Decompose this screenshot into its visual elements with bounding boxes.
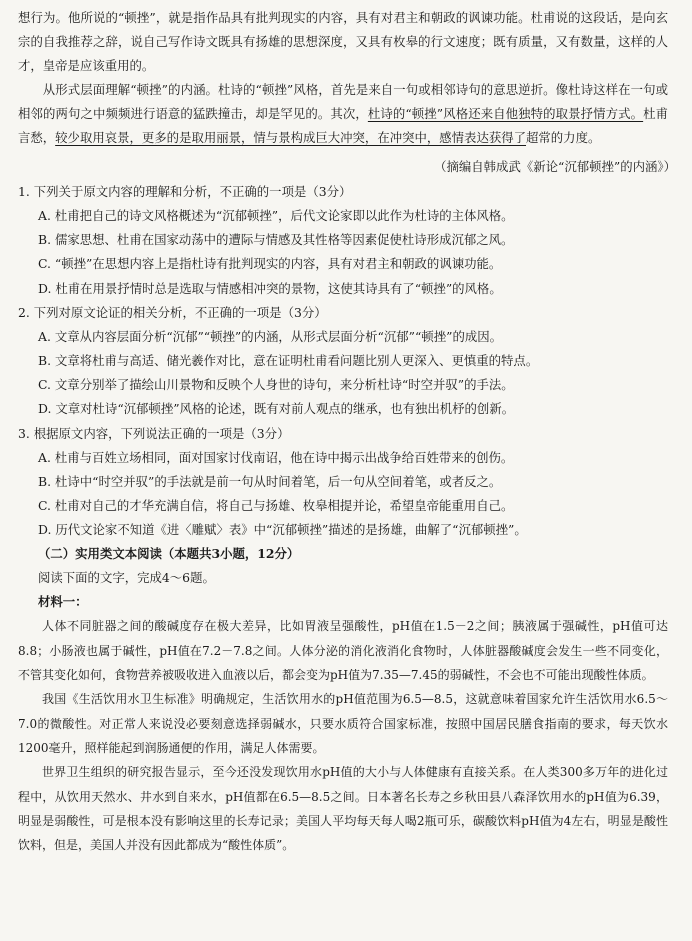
- material-paragraph-1: 人体不同脏器之间的酸碱度存在极大差异，比如胃液呈强酸性，pH值在1.5－2之间；胰液属于强碱性，pH值可达8.8；小肠液也属于碱性，pH值在7.2－7.8之间。人体分泌的消化液消化食物时，人体脏器酸碱度会发生一些不同变化，不管其变化如何，食物营养被吸收进入血液以后，都会变为pH值为7.35—7.45的弱碱性，不会也不可能出现酸性体质。: [18, 619, 668, 683]
- section-instruction: 阅读下面的文字，完成4～6题。: [38, 570, 215, 586]
- option-b: B. 杜诗中“时空并驭”的手法就是前一句从时间着笔，后一句从空间着笔，或者反之。: [38, 473, 502, 489]
- passage-paragraph-1: [18, 6, 668, 78]
- material-paragraph-3: 世界卫生组织的研究报告显示，至今还没发现饮用水pH值的大小与人体健康有直接关系。在人类300多万年的进化过程中，从饮用天然水、井水到自来水，pH值都在6.5—8.5之间。日本著名长寿之乡秋田县八森泽饮用水的pH值为6.39，明显是弱酸性，可是根本没有影响这里的长寿记录；美国人平均每天每人喝2瓶可乐，碳酸饮料pH值为4左右，明显是酸性饮料，但是，美国人并没有因此都成为“酸性体质”。: [18, 765, 668, 853]
- question-stem: 2. 下列对原文论证的相关分析，不正确的一项是（3分）: [18, 304, 327, 320]
- passage-text: 杜甫言愁，: [18, 106, 669, 145]
- option-d: D. 历代文论家不知道《进〈雕赋〉表》中“沉郁顿挫”描述的是扬雄，曲解了“沉郁顿挫”。: [38, 522, 527, 538]
- question-2: [18, 301, 668, 422]
- option-b: B. 文章将杜甫与高适、储光羲作对比，意在证明杜甫看问题比别人更深入、更慎重的特点。: [38, 353, 539, 369]
- passage-paragraph-2: [18, 78, 668, 150]
- question-3: [18, 422, 668, 543]
- underlined-text: 杜诗的“顿挫”风格还来自他独特的取景抒情方式。: [367, 106, 644, 121]
- option-a: A. 文章从内容层面分析“沉郁”“顿挫”的内涵，从形式层面分析“沉郁”“顿挫”的成因。: [38, 328, 503, 344]
- question-1: [18, 180, 668, 301]
- option-c: C. “顿挫”在思想内容上是指杜诗有批判现实的内容，具有对君主和朝政的讽谏功能。: [38, 256, 502, 272]
- option-a: A. 杜甫把自己的诗文风格概述为“沉郁顿挫”，后代文论家即以此作为杜诗的主体风格。: [38, 208, 514, 223]
- material-label: 材料一：: [38, 594, 88, 610]
- passage-text: 超常的力度。: [526, 130, 601, 145]
- underlined-text: 较少取用哀景，更多的是取用丽景，情与景构成巨大冲突，在冲突中，感情表达获得了: [55, 130, 527, 145]
- source-citation: （摘编自韩成武《新论“沉郁顿挫”的内涵》）: [434, 159, 676, 174]
- option-a: A. 杜甫与百姓立场相同，面对国家讨伐南诏，他在诗中揭示出战争给百姓带来的创伤。: [38, 449, 514, 465]
- section-heading: （二）实用类文本阅读（本题共3小题，12分）: [38, 546, 300, 562]
- passage-text: 这段话，是向玄宗的自我推荐之辞，说自己写作诗文既具有扬雄的思想深度，又具有枚皋的行文速度；既有质量，又有数量，这样的人才，皇帝是应该重用的。: [18, 10, 668, 73]
- question-stem: 3. 根据原文内容，下列说法正确的一项是（3分）: [18, 425, 290, 441]
- option-c: C. 杜甫对自己的才华充满自信，将自己与扬雄、枚皋相提并论，希望皇帝能重用自己。: [38, 498, 514, 514]
- option-d: D. 文章对杜诗“沉郁顿挫”风格的论述，既有对前人观点的继承，也有独出机杼的创新。: [38, 401, 515, 417]
- material-paragraph-2: 我国《生活饮用水卫生标准》明确规定，生活饮用水的pH值范围为6.5—8.5，这就意味着国家允许生活饮用水6.5～7.0的微酸性。对正常人来说没必要刻意选择弱碱水，只要水质符合国家标准，按照中国居民膳食指南的要求，每天饮水1200毫升，照样能起到润肠通便的作用，满足人体需要。: [18, 692, 668, 755]
- passage-line: 想行为。他所说的“顿挫”，就是指作品具有批判现实的内容，具有对君主和朝政的讽谏功能。杜甫说的: [18, 10, 581, 25]
- option-b: B. 儒家思想、杜甫在国家动荡中的遭际与情感及其性格等因素促使杜诗形成沉郁之风。: [38, 232, 514, 248]
- question-stem: 1. 下列关于原文内容的理解和分析，不正确的一项是（3分）: [18, 184, 352, 199]
- option-d: D. 杜甫在用景抒情时总是选取与情感相冲突的景物，这使其诗具有了“顿挫”的风格。: [38, 280, 502, 296]
- passage-text: 从形式层面理解“顿挫”的内涵。杜诗的“顿挫”风格，首先是来自一句或相邻诗句的意思逆折。像杜诗这样在一句或相邻的两句之中频频进行语意的猛跌撞击，却是罕见的。其次，: [18, 82, 668, 121]
- option-c: C. 文章分别举了描绘山川景物和反映个人身世的诗句，来分析杜诗“时空并驭”的手法。: [38, 377, 514, 393]
- passage-top: [18, 6, 668, 150]
- section-2: [18, 542, 668, 857]
